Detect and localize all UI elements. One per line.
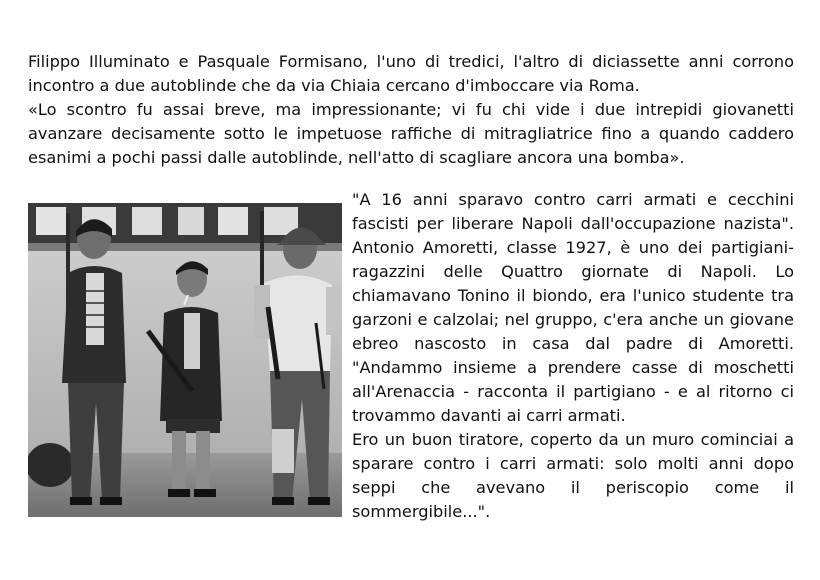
intro-paragraph-2: «Lo scontro fu assai breve, ma impressionante; vi fu chi vide i due intrepidi giovanetti avanzare decisamente sotto le impetuose raffiche di mitragliatrice fino a quando caddero esanimi a pochi passi dalle autoblinde, nell'atto di scagliare ancora una bomba».	[28, 100, 794, 167]
historical-photo	[28, 203, 342, 517]
story-text	[352, 188, 794, 524]
intro-paragraph-1: Filippo Illuminato e Pasquale Formisano, l'uno di tredici, l'altro di diciassette anni corrono incontro a due autoblinde che da via Chiaia cercano d'imboccare via Roma.	[28, 52, 794, 95]
story-paragraph-1: "A 16 anni sparavo contro carri armati e cecchini fascisti per liberare Napoli dall'occupazione nazista". Antonio Amoretti, classe 1927, è uno dei partigiani-ragazzini delle Quattro giornate di Napoli. Lo chiamavano Tonino il biondo, era l'unico studente tra garzoni e calzolai; nel gruppo, c'era anche un giovane ebreo nascosto in casa dal padre di Amoretti. "Andammo insieme a prendere casse di moschetti all'Arenaccia - racconta il partigiano - e al ritorno ci trovammo davanti ai carri armati.	[352, 190, 794, 425]
story-paragraph-2: Ero un buon tiratore, coperto da un muro cominciai a sparare contro i carri armati: solo molti anni dopo seppi che avevano il periscopio come il sommergibile...".	[352, 430, 794, 521]
partisans-photo-illustration	[28, 203, 342, 517]
intro-text	[28, 50, 794, 170]
